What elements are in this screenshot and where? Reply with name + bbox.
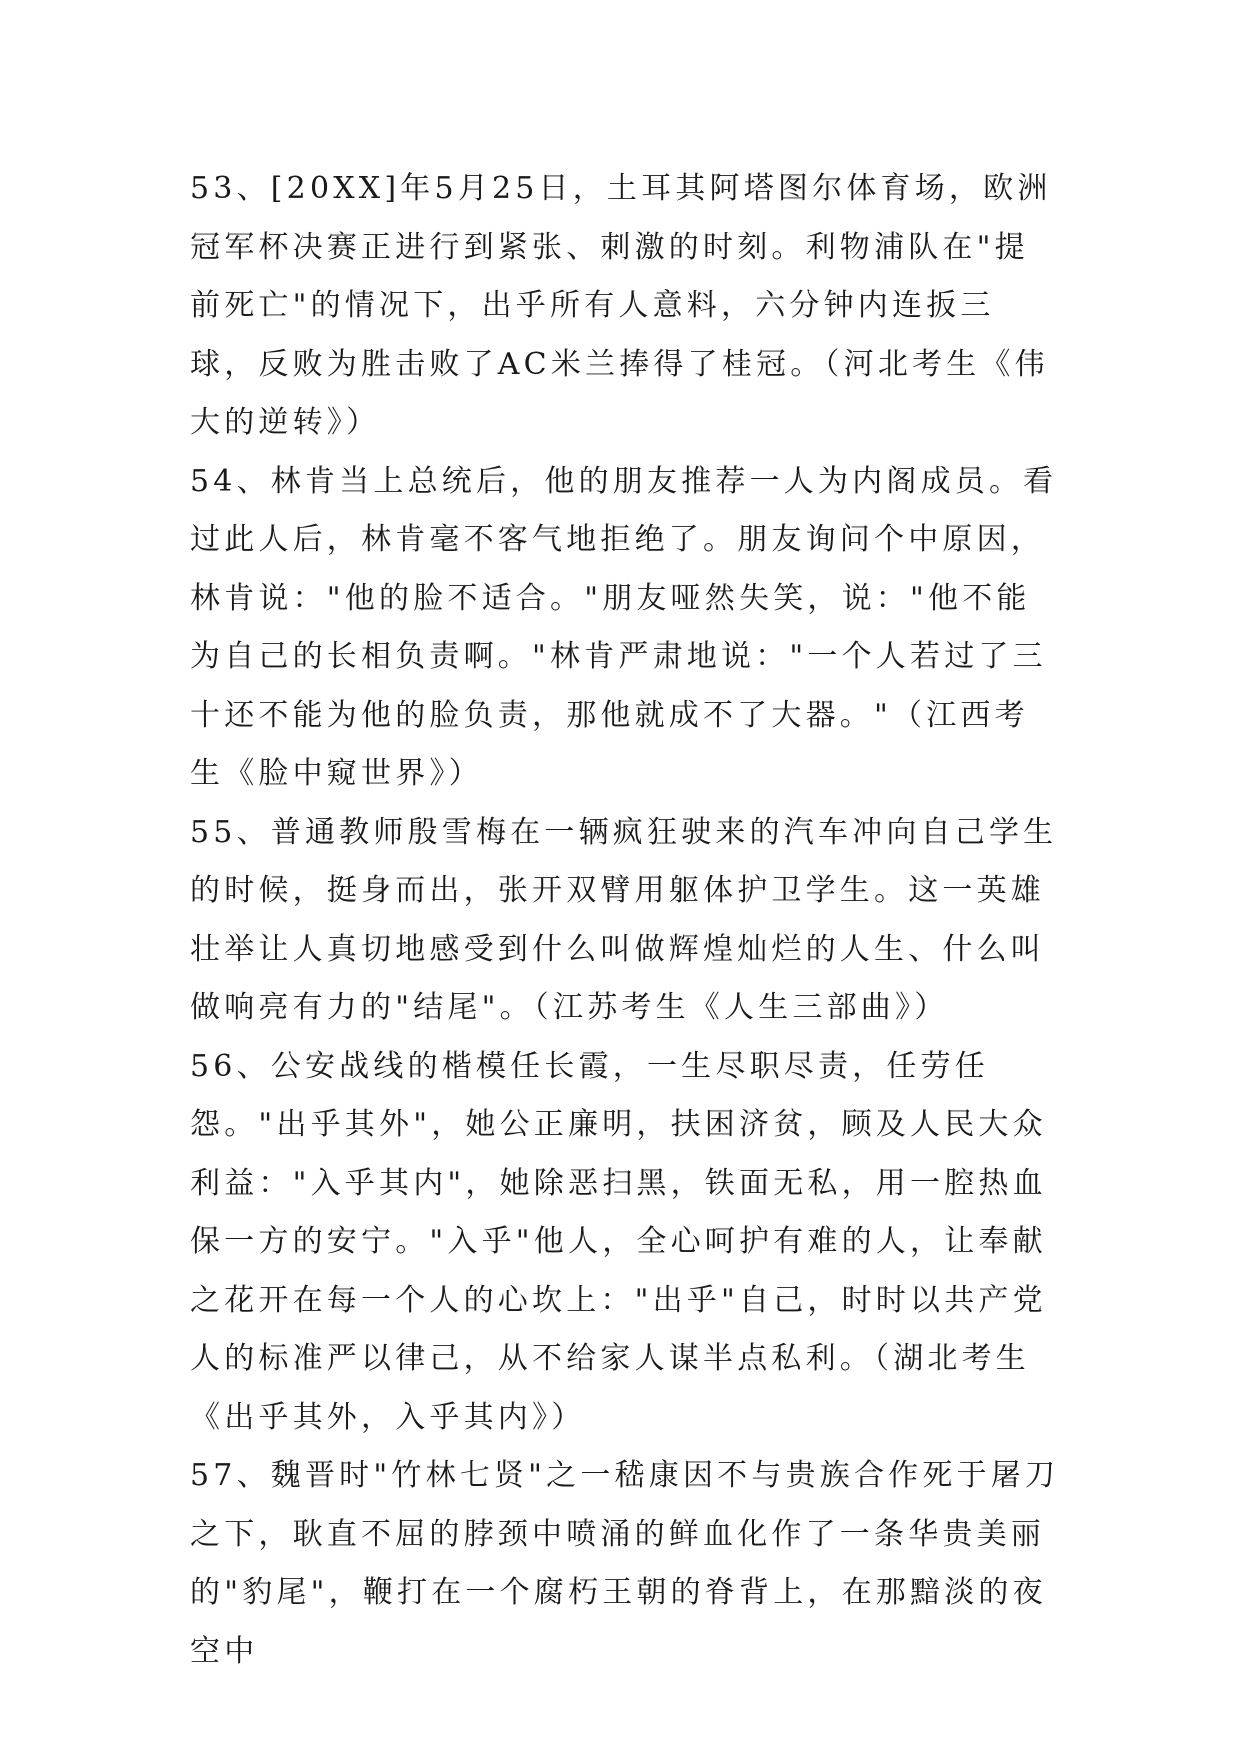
paragraph-55: 55、普通教师殷雪梅在一辆疯狂驶来的汽车冲向自己学生的时候，挺身而出，张开双臂用躯体护卫学生。这一英雄壮举让人真切地感受到什么叫做辉煌灿烂的人生、什么叫做响亮有力的"结尾"。（江苏考生《人生三部曲》）: [190, 814, 1058, 1025]
paragraph-56: 56、公安战线的楷模任长霞，一生尽职尽责，任劳任怨。"出乎其外"，她公正廉明，扶困济贫，顾及人民大众利益："入乎其内"，她除恶扫黑，铁面无私，用一腔热血保一方的安宁。"入乎"他人，全心呵护有难的人，让奉献之花开在每一个人的心坎上："出乎"自己，时时以共产党人的标准严以律己，从不给家人谋半点私利。（湖北考生《出乎其外，入乎其内》）: [190, 1048, 1047, 1435]
paragraph-57: 57、魏晋时"竹林七贤"之一嵇康因不与贵族合作死于屠刀之下，耿直不屈的脖颈中喷涌的鲜血化作了一条华贵美丽的"豹尾"，鞭打在一个腐朽王朝的脊背上，在那黯淡的夜空中: [190, 1458, 1060, 1669]
paragraph-54: 54、林肯当上总统后，他的朋友推荐一人为内阁成员。看过此人后，林肯毫不客气地拒绝了。朋友询问个中原因，林肯说："他的脸不适合。"朋友哑然失笑，说："他不能为自己的长相负责啊。"林肯严肃地说："一个人若过了三十还不能为他的脸负责，那他就成不了大器。"（江西考生《脸中窥世界》）: [190, 463, 1058, 791]
paragraph-53: 53、[20XX]年5月25日，土耳其阿塔图尔体育场，欧洲冠军杯决赛正进行到紧张、刺激的时刻。利物浦队在"提前死亡"的情况下，出乎所有人意料，六分钟内连扳三球，反败为胜击败了AC米兰捧得了桂冠。（河北考生《伟大的逆转》）: [190, 171, 1052, 440]
document-body: [190, 160, 1060, 1681]
